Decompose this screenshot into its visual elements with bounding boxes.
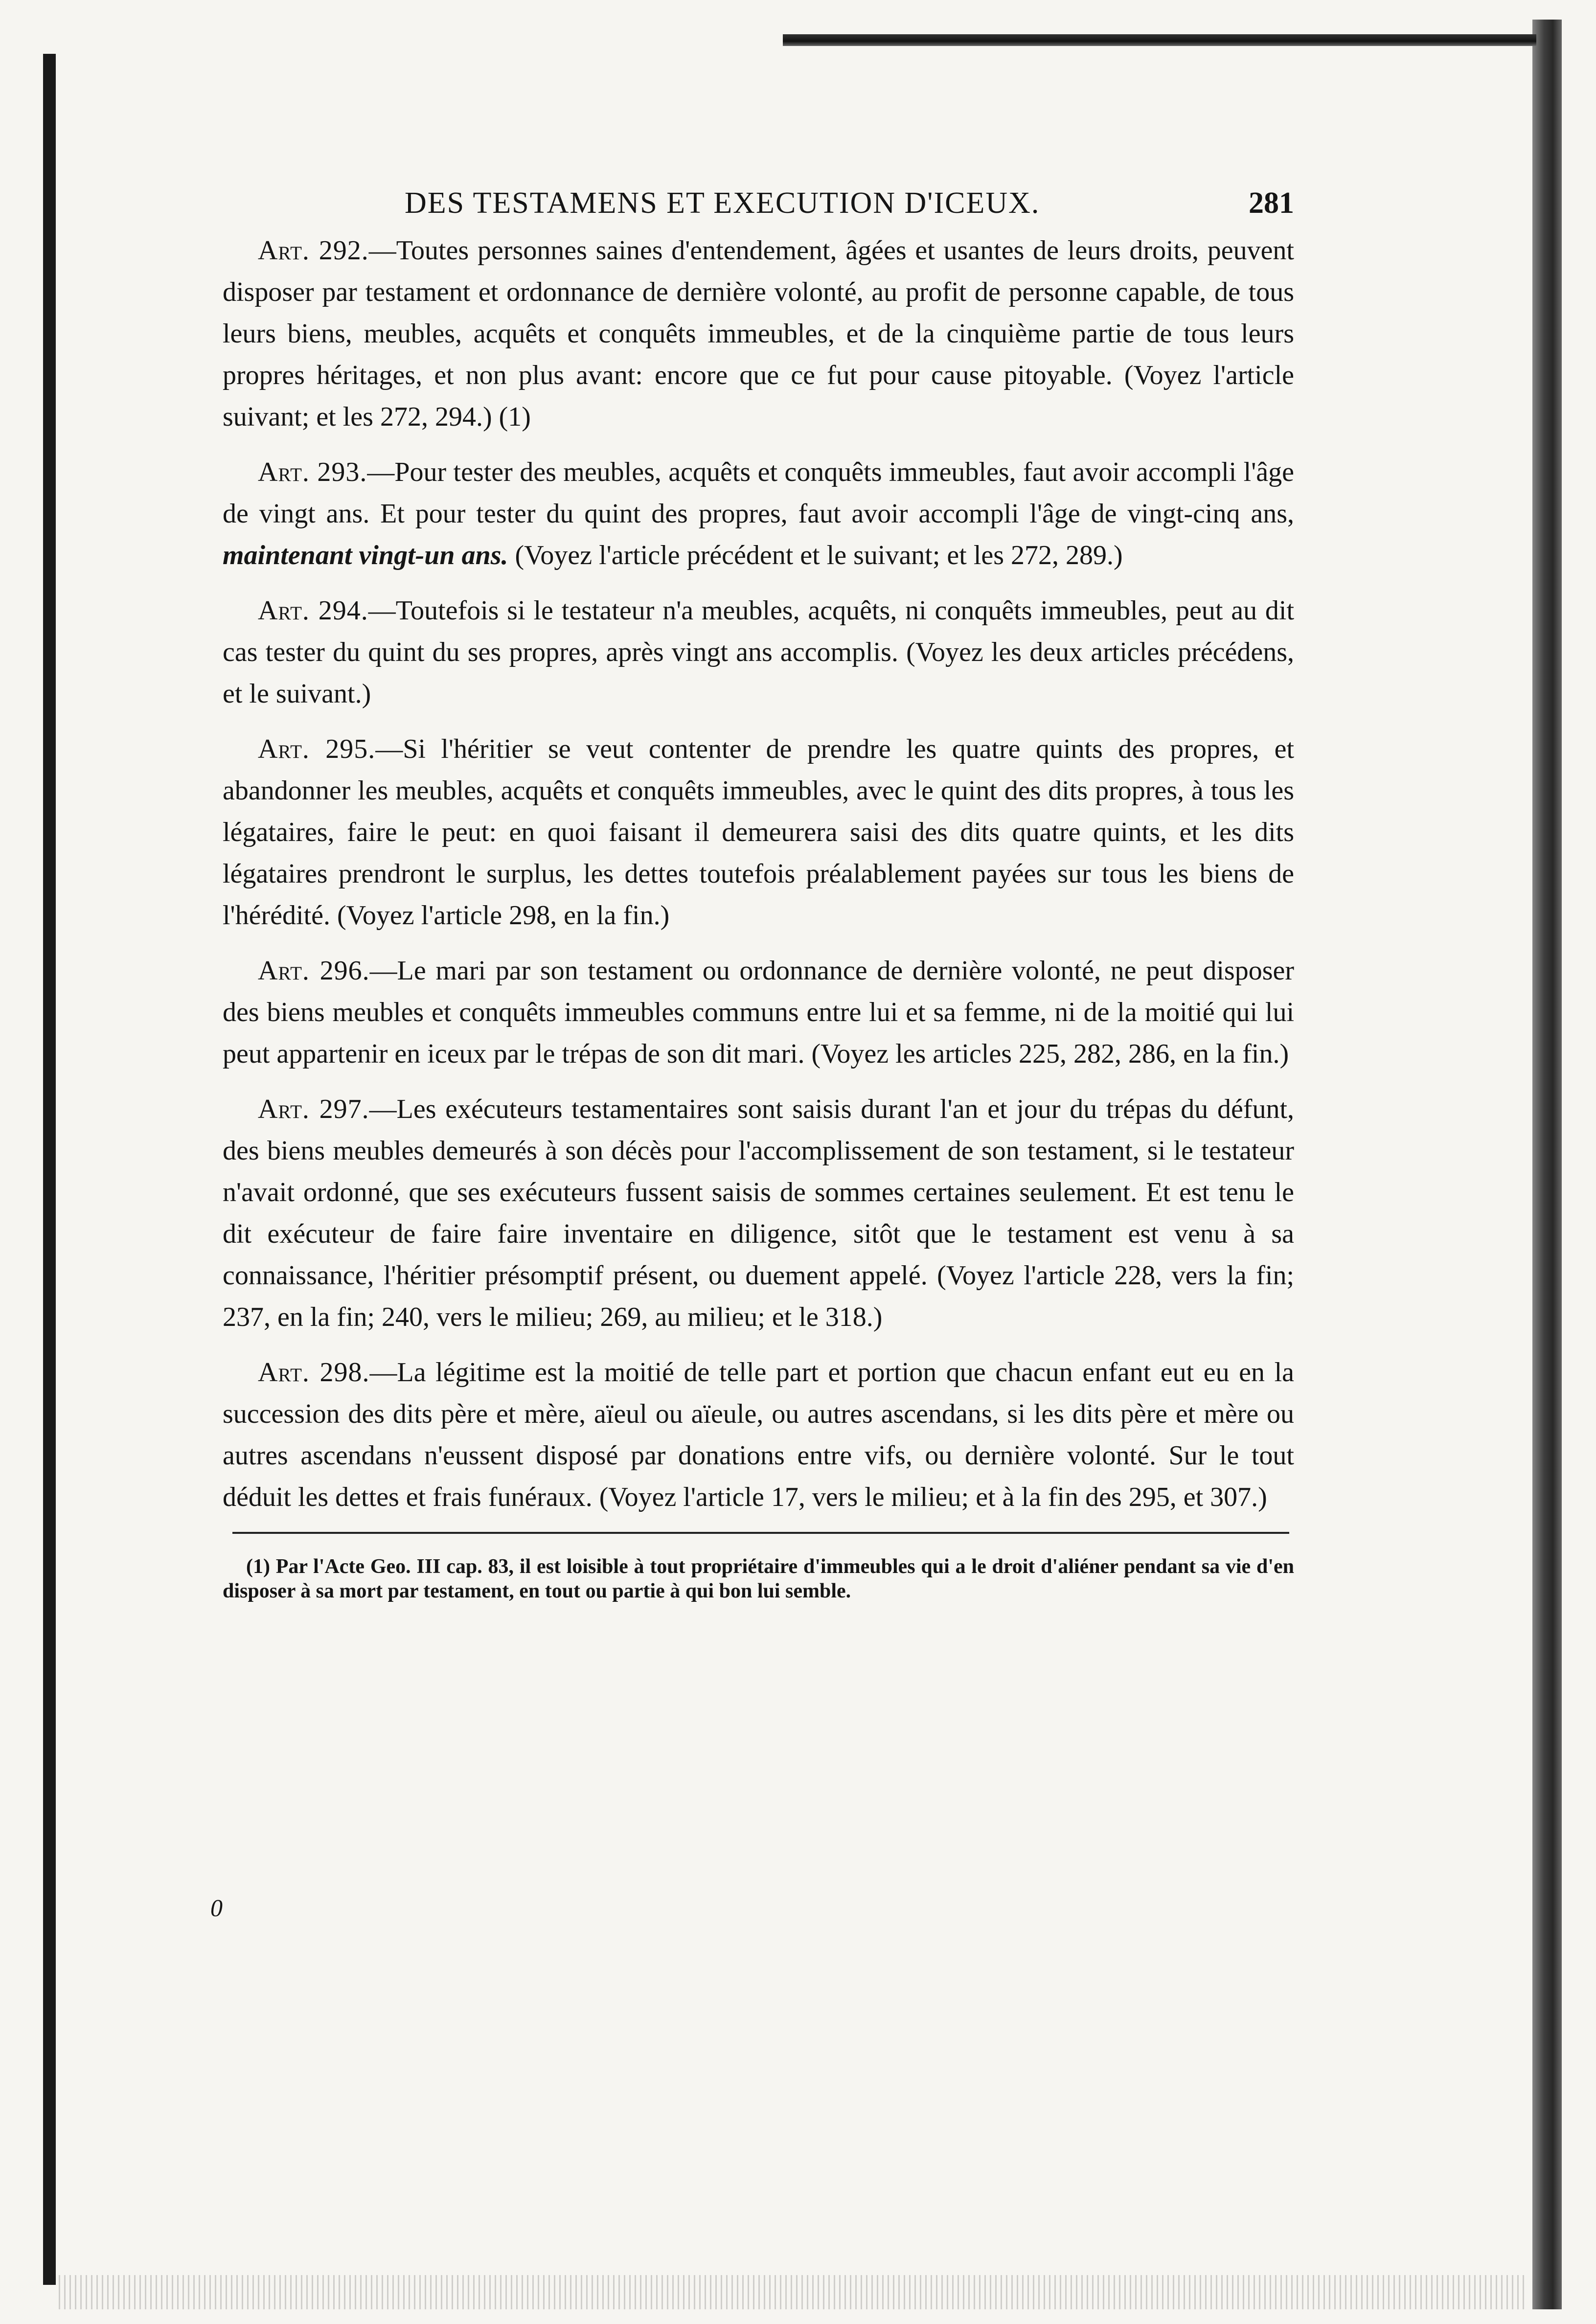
article-label: Art. 296. [258, 956, 370, 986]
article-label: Art. 297. [258, 1094, 369, 1124]
scan-right-border [1532, 20, 1562, 2309]
article-text: La légitime est la moitié de telle part et portion que chacun enfant eut eu en la succession des dits père et mère, aïeul ou aïeule, ou autres ascendans, si les dits père et mère ou autres ascendans n'eussent disposé par donations entre vifs, ou dernière volonté. Sur le tout déduit les dettes et frais funéraux. (Voyez l'article 17, vers le milieu; et à la fin des 295, et 307.) [223, 1357, 1295, 1512]
article-label: Art. 295. [258, 734, 376, 764]
article-298: Art. 298.—La légitime est la moitié de telle part et portion que chacun enfant eut eu en la succession des dits père et mère, aïeul ou aïeule, ou autres ascendans, si les dits père et mère ou autres ascendans n'eussent disposé par donations entre vifs, ou dernière volonté. Sur le tout déduit les dettes et frais funéraux. (Voyez l'article 17, vers le milieu; et à la fin des 295, et 307.) [223, 1357, 1295, 1512]
article-294: Art. 294.—Toutefois si le testateur n'a meubles, acquêts, ni conquêts immeubles, peut au dit cas tester du quint du ses propres, après vingt ans accomplis. (Voyez les deux articles précédens, et le suivant.) [223, 595, 1295, 709]
article-text: Toutes personnes saines d'entendement, âgées et usantes de leurs droits, peuvent disposer par testament et ordonnance de dernière volonté, au profit de personne capable, de tous leurs biens, meubles, acquêts et conquêts immeubles, et de la cinquième partie de tous leurs propres héritages, et non plus avant: encore que ce fut pour cause pitoyable. (Voyez l'article suivant; et les 272, 294.) (1) [223, 235, 1294, 432]
article-label: Art. 293. [258, 457, 367, 487]
article-295: Art. 295.—Si l'héritier se veut contenter de prendre les quatre quints des propres, et abandonner les meubles, acquêts et conquêts immeubles, avec le quint des dits propres, à tous les légataires, faire le peut: en quoi faisant il demeurera saisi des dits quatre quints, et les dits légataires prendront le surplus, les dettes toutefois préalablement payées sur tous les biens de l'hérédité. (Voyez l'article 298, en la fin.) [223, 734, 1295, 931]
article-label: Art. 292. [258, 235, 369, 266]
running-header [223, 186, 1294, 230]
footnote-divider [232, 1532, 1289, 1534]
article-label: Art. 294. [258, 595, 368, 626]
scan-bottom-noise [59, 2275, 1527, 2309]
article-text: Toutefois si le testateur n'a meubles, acquêts, ni conquêts immeubles, peut au dit cas tester du quint du ses propres, après vingt ans accomplis. (Voyez les deux articles précédens, et le suivant.) [223, 595, 1295, 709]
running-title: DES TESTAMENS ET EXECUTION D'ICEUX. [405, 186, 1040, 220]
article-293: Art. 293.—Pour tester des meubles, acquêts et conquêts immeubles, faut avoir accompli l'âge de vingt ans. Et pour tester du quint des propres, faut avoir accompli l'âge de vingt-cinq ans, maintenant vingt-un ans. (Voyez l'article précédent et le suivant; et les 272, 289.) [223, 457, 1294, 570]
document-page [223, 186, 1294, 1624]
article-text: Le mari par son testament ou ordonnance de dernière volonté, ne peut disposer des biens meubles et conquêts immeubles communs entre lui et sa femme, ni de la moitié qui lui peut appartenir en iceux par le trépas de son dit mari. (Voyez les articles 225, 282, 286, en la fin.) [223, 956, 1294, 1069]
article-296: Art. 296.—Le mari par son testament ou ordonnance de dernière volonté, ne peut disposer des biens meubles et conquêts immeubles communs entre lui et sa femme, ni de la moitié qui lui peut appartenir en iceux par le trépas de son dit mari. (Voyez les articles 225, 282, 286, en la fin.) [223, 956, 1294, 1069]
article-label: Art. 298. [258, 1357, 370, 1388]
scan-left-border [43, 54, 56, 2285]
article-text: Les exécuteurs testamentaires sont saisis durant l'an et jour du trépas du défunt, des biens meubles demeurés à son décès pour l'accomplissement de son testament, si le testateur n'avait ordonné, que ses exécuteurs fussent saisis de sommes certaines seulement. Et est tenu le dit exécuteur de faire faire inventaire en diligence, sitôt que le testament est venu à sa connaissance, l'héritier présomptif présent, ou duement appelé. (Voyez l'article 228, vers la fin; 237, en la fin; 240, vers le milieu; 269, au milieu; et le 318.) [223, 1094, 1295, 1332]
article-text-after: (Voyez l'article précédent et le suivant; et les 272, 289.) [515, 540, 1123, 570]
article-292: Art. 292.—Toutes personnes saines d'entendement, âgées et usantes de leurs droits, peuvent disposer par testament et ordonnance de dernière volonté, au profit de personne capable, de tous leurs biens, meubles, acquêts et conquêts immeubles, et de la cinquième partie de tous leurs propres héritages, et non plus avant: encore que ce fut pour cause pitoyable. (Voyez l'article suivant; et les 272, 294.) (1) [223, 235, 1294, 432]
article-emphasis: maintenant vingt-un ans. [223, 540, 508, 570]
page-number: 281 [1249, 186, 1294, 220]
article-297: Art. 297.—Les exécuteurs testamentaires sont saisis durant l'an et jour du trépas du défunt, des biens meubles demeurés à son décès pour l'accomplissement de son testament, si le testateur n'avait ordonné, que ses exécuteurs fussent saisis de sommes certaines seulement. Et est tenu le dit exécuteur de faire faire inventaire en diligence, sitôt que le testament est venu à sa connaissance, l'héritier présomptif présent, ou duement appelé. (Voyez l'article 228, vers la fin; 237, en la fin; 240, vers le milieu; 269, au milieu; et le 318.) [223, 1094, 1295, 1332]
stray-mark: 0 [210, 1894, 223, 1921]
article-text: Pour tester des meubles, acquêts et conquêts immeubles, faut avoir accompli l'âge de vingt ans. Et pour tester du quint des propres, faut avoir accompli l'âge de vingt-cinq ans, [223, 457, 1294, 529]
article-text: Si l'héritier se veut contenter de prendre les quatre quints des propres, et abandonner les meubles, acquêts et conquêts immeubles, avec le quint des dits propres, à tous les légataires, faire le peut: en quoi faisant il demeurera saisi des dits quatre quints, et les dits légataires prendront le surplus, les dettes toutefois préalablement payées sur tous les biens de l'hérédité. (Voyez l'article 298, en la fin.) [223, 734, 1295, 931]
scan-top-edge [783, 34, 1536, 46]
footnote: (1) Par l'Acte Geo. III cap. 83, il est loisible à tout propriétaire d'immeubles qui a le droit d'aliéner pendant sa vie d'en disposer à sa mort par testament, en tout ou partie à qui bon lui semble. [223, 1555, 1294, 1602]
